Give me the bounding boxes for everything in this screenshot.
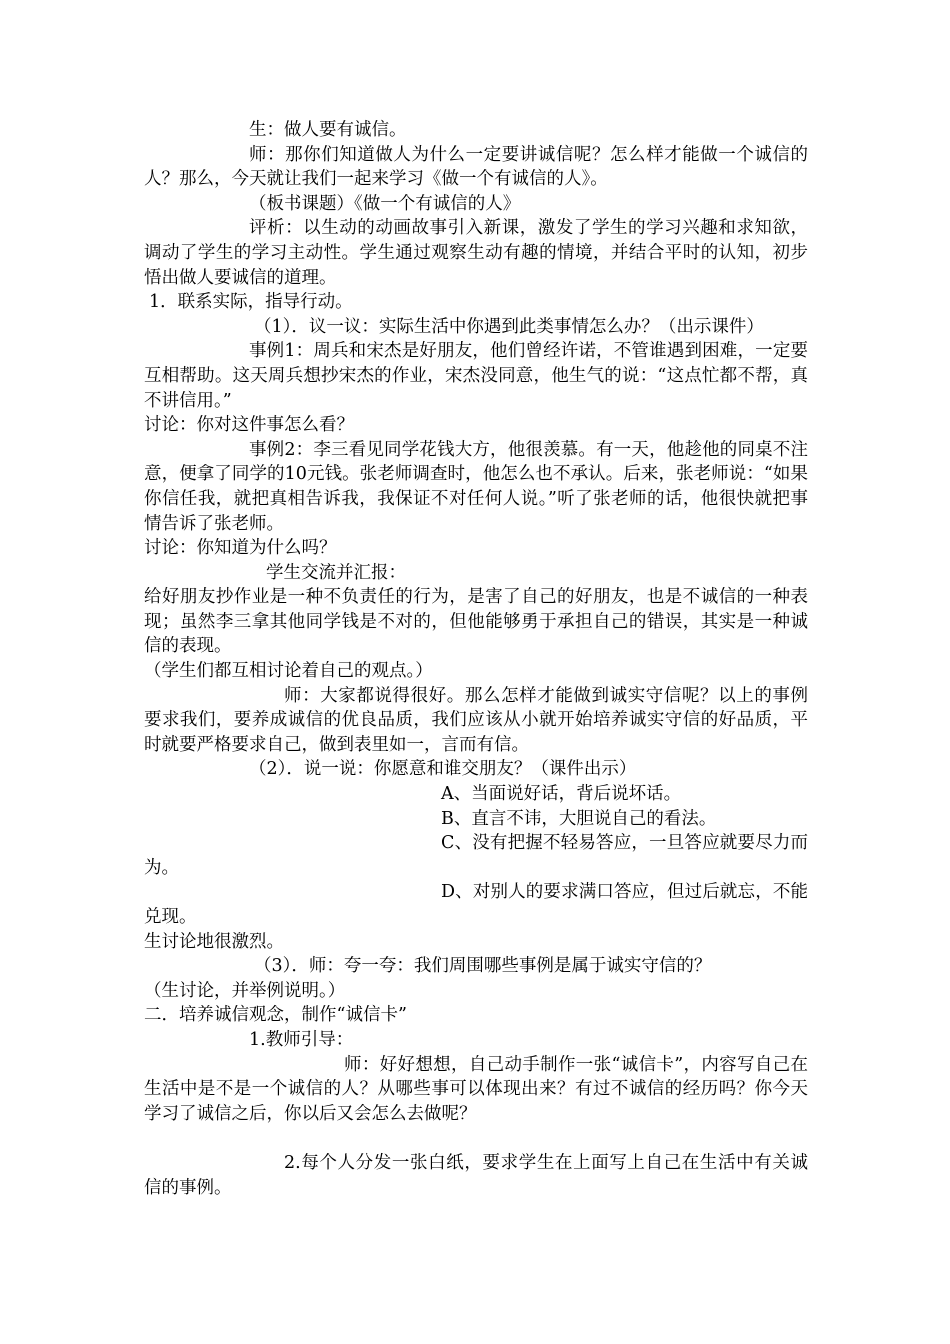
paragraph-p26	[144, 1126, 808, 1151]
paragraph-p22: （生讨论，并举例说明。）	[144, 980, 346, 1001]
paragraph-p10: 讨论：你知道为什么吗？	[144, 538, 337, 559]
paragraph-p01: 生：做人要有诚信。	[249, 120, 407, 140]
paragraph-p05: 1．联系实际，指导行动。	[149, 292, 353, 313]
paragraph-p03: （板书课题）《做一个有诚信的人》	[249, 193, 521, 214]
paragraph-p09: 事例2：李三看见同学花钱大方，他很羡慕。有一天，他趁他的同桌不注意，便拿了同学的10元钱。张老师调查时，他怎么也不承认。后来，张老师说：“如果你信任我，就把真相告诉我，我保证不对任何人说。”听了张老师的话，他很快就把事情告诉了张老师。	[144, 439, 808, 534]
paragraph-p27: 2.每个人分发一张白纸，要求学生在上面写上自己在生活中有关诚信的事例。	[144, 1152, 808, 1198]
paragraph-p23: 二．培养诚信观念，制作“诚信卡”	[144, 1005, 407, 1026]
paragraph-p24: 1.教师引导：	[249, 1029, 354, 1050]
paragraph-p18: C、没有把握不轻易答应，一旦答应就要尽力而为。	[144, 833, 808, 878]
paragraph-p12: 给好朋友抄作业是一种不负责任的行为，是害了自己的好朋友，也是不诚信的一种表现；虽然李三拿其他同学钱是不对的，但他能够勇于承担自己的错误，其实是一种诚信的表现。	[144, 587, 808, 657]
paragraph-p21: （3）．师：夸一夸：我们周围哪些事例是属于诚实守信的？	[254, 956, 712, 977]
paragraph-p15: （2）．说一说：你愿意和谁交朋友？（课件出示）	[249, 759, 637, 780]
paragraph-p16: A、当面说好话，背后说坏话。	[441, 784, 682, 805]
paragraph-p14: 师：大家都说得很好。那么怎样才能做到诚实守信呢？以上的事例要求我们，要养成诚信的优良品质，我们应该从小就开始培养诚实守信的好品质，平时就要严格要求自己，做到表里如一，言而有信。	[144, 685, 808, 755]
document-page	[144, 118, 808, 1200]
paragraph-p13: （学生们都互相讨论着自己的观点。）	[144, 661, 433, 682]
paragraph-p11: 学生交流并汇报：	[266, 562, 406, 583]
paragraph-p19: D、对别人的要求满口答应，但过后就忘，不能兑现。	[144, 882, 808, 927]
paragraph-p06: （1）．议一议：实际生活中你遇到此类事情怎么办？（出示课件）	[254, 316, 764, 337]
paragraph-p02: 师：那你们知道做人为什么一定要讲诚信呢？怎么样才能做一个诚信的人？那么，今天就让我们一起来学习《做一个有诚信的人》。	[144, 144, 808, 190]
paragraph-p25: 师：好好想想，自己动手制作一张“诚信卡”，内容写自己在生活中是不是一个诚信的人？从哪些事可以体现出来？有过不诚信的经历吗？你今天学习了诚信之后，你以后又会怎么去做呢？	[144, 1054, 808, 1124]
paragraph-p17: B、直言不讳，大胆说自己的看法。	[441, 808, 717, 829]
paragraph-p08: 讨论：你对这件事怎么看？	[144, 415, 354, 436]
paragraph-p20: 生讨论地很激烈。	[144, 931, 284, 952]
paragraph-p04: 评析：以生动的动画故事引入新课，激发了学生的学习兴趣和求知欲，调动了学生的学习主动性。学生通过观察生动有趣的情境，并结合平时的认知，初步悟出做人要诚信的道理。	[144, 218, 808, 288]
paragraph-p07: 事例1：周兵和宋杰是好朋友，他们曾经许诺，不管谁遇到困难，一定要互相帮助。这天周兵想抄宋杰的作业，宋杰没同意，他生气的说：“这点忙都不帮，真不讲信用。”	[144, 341, 808, 411]
